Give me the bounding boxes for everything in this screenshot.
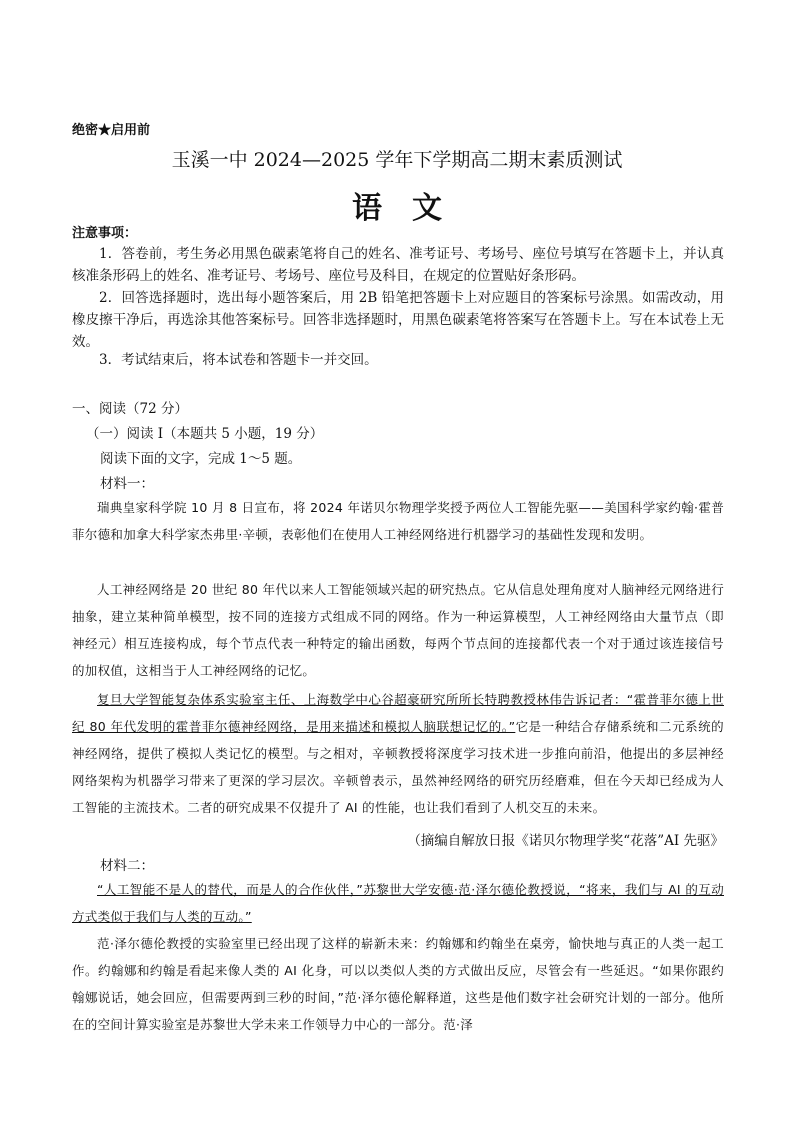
material-2-paragraph-2: 范·泽尔德伦教授的实验室里已经出现了这样的崭新未来：约翰娜和约翰坐在桌旁，愉快地与真正的人类一起工作。约翰娜和约翰是看起来像人类的 AI 化身，可以以类似人类的方式做出反应，尽管会有一些延迟。“如果你跟约翰娜说话，她会回应，但需要两到三秒的时间，”范·泽尔德伦解释道，这些是他们数字社会研究计划的一部分。他所在的空间计算实验室是苏黎世大学未来工作领导力中心的一部分。范·泽 [72,936,724,1032]
subsection-heading: （一）阅读 I（本题共 5 小题，19 分） [86,426,324,442]
material-1-source: （摘编自解放日报《诺贝尔物理学奖“花落”AI 先驱》 [407,833,724,849]
subject-title: 语文 [352,191,472,226]
confidential-label: 绝密★启用前 [72,123,151,138]
material-2-label: 材料二： [100,858,154,874]
notice-item-2: 2．回答选择题时，选出每小题答案后，用 2B 铅笔把答题卡上对应题目的答案标号涂黑。如需改动，用橡皮擦干净后，再选涂其他答案标号。回答非选择题时，用黑色碳素笔将答案写在答题卡上。写在本试卷上无效。 [72,290,724,350]
material-2-paragraph-1: “人工智能不是人的替代，而是人的合作伙伴，”苏黎世大学安德·范·泽尔德伦教授说，“将来，我们与 AI 的互动方式类似于我们与人类的互动。” [72,882,724,924]
material-1-paragraph-1: 瑞典皇家科学院 10 月 8 日宣布，将 2024 年诺贝尔物理学奖授予两位人工智能先驱——美国科学家约翰·霍普菲尔德和加拿大科学家杰弗里·辛顿，表彰他们在使用人工神经网络进行机器学习的基础性发现和发明。 [72,500,724,542]
material-1-label: 材料一： [100,476,154,492]
notice-item-1: 1．答卷前，考生务必用黑色碳素笔将自己的姓名、准考证号、考场号、座位号填写在答题卡上，并认真核准条形码上的姓名、准考证号、考场号、座位号及科目，在规定的位置贴好条形码。 [72,246,724,284]
notice-item-3: 3．考试结束后，将本试卷和答题卡一并交回。 [99,352,378,368]
material-1-paragraph-3 [72,686,724,821]
quoted-underlined-text: 复旦大学智能复杂体系实验室主任、上海数学中心谷超豪研究所所长特聘教授林伟告诉记者：“霍普菲尔德上世纪 80 年代发明的霍普菲尔德神经网络，是用来描述和模拟人脑联想记忆的。” [72,692,724,734]
paragraph-continuation: 它是一种结合存储系统和二元系统的神经网络，提供了模拟人类记忆的模型。与之相对，辛顿教授将深度学习技术进一步推向前沿，他提出的多层神经网络架构为机器学习带来了更深的学习层次。辛顿曾表示，虽然神经网络的研究历经磨难，但在今天却已经成为人工智能的主流技术。二者的研究成果不仅提升了 AI 的性能，也让我们看到了人机交互的未来。 [72,719,724,815]
exam-title: 玉溪一中 2024—2025 学年下学期高二期末素质测试 [171,149,623,171]
reading-instruction: 阅读下面的文字，完成 1～5 题。 [100,451,302,467]
material-1-paragraph-2: 人工神经网络是 20 世纪 80 年代以来人工智能领域兴起的研究热点。它从信息处理角度对人脑神经元网络进行抽象，建立某种简单模型，按不同的连接方式组成不同的网络。作为一种运算模型，人工神经网络由大量节点（即神经元）相互连接构成，每个节点代表一种特定的输出函数，每两个节点间的连接都代表一个对于通过该连接信号的加权值，这相当于人工神经网络的记忆。 [72,582,724,678]
section-heading: 一、阅读（72 分） [72,401,188,417]
notice-heading: 注意事项： [72,226,138,241]
